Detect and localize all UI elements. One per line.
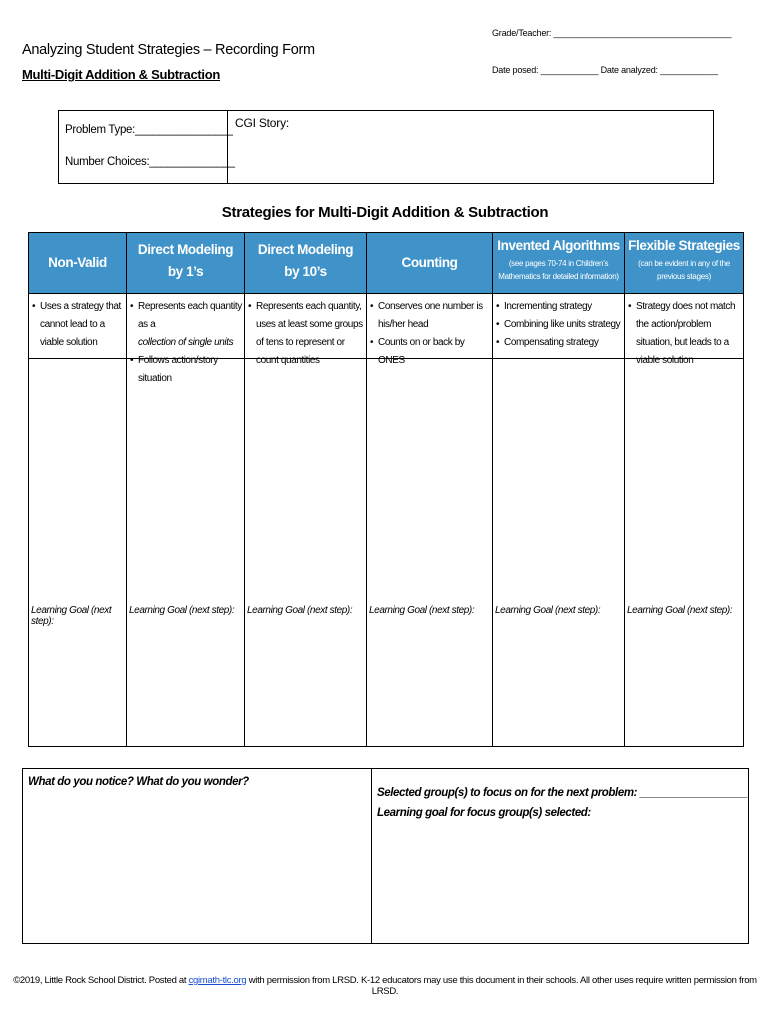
bullet-text: Represents each quantity as a: [138, 301, 242, 330]
column-header: [29, 233, 126, 293]
footer-prefix: ©2019, Little Rock School District. Posted at: [13, 975, 189, 986]
list-item: • Conserves one number is his/her head: [370, 298, 490, 334]
date-fields: Date posed: ____________ Date analyzed: ____________: [492, 65, 718, 75]
list-item: • Combining like units strategy: [496, 316, 622, 334]
list-item: • Follows action/story situation: [130, 352, 242, 388]
number-choices-field: Number Choices:______________: [65, 156, 235, 168]
column-title: Direct Modeling: [137, 242, 234, 257]
page-title: Analyzing Student Strategies – Recording Form: [22, 42, 315, 58]
column-description: [493, 293, 624, 359]
column-note: (can be evident in any of the previous stages): [638, 259, 730, 281]
column-title: Flexible Strategies: [628, 238, 740, 253]
reflection-box: [22, 768, 749, 944]
column-title: Direct Modeling: [257, 242, 354, 257]
problem-type-field: Problem Type:________________: [65, 124, 233, 136]
footer-suffix: with permission from LRSD. K-12 educators may use this document in their schools. All other uses require written permission from LRSD.: [246, 975, 757, 997]
column-non-valid: [29, 233, 127, 746]
learning-goal-label: Learning Goal (next step):: [627, 605, 733, 616]
focus-group-prompts: [377, 783, 748, 823]
list-item: • Compensating strategy: [496, 334, 622, 352]
column-direct-modeling-1s: [127, 233, 245, 746]
footer-link[interactable]: cgimath-tlc.org: [188, 975, 247, 986]
column-description: [245, 293, 366, 366]
problem-box: [58, 110, 714, 184]
learning-goal-label: Learning Goal (next step):: [369, 605, 475, 616]
strategies-title: Strategies for Multi-Digit Addition & Subtraction: [221, 204, 549, 221]
column-description: [29, 293, 126, 359]
column-header: [245, 233, 366, 293]
column-title: Counting: [401, 255, 458, 270]
column-title: Invented Algorithms: [497, 238, 620, 253]
column-flexible-strategies: [625, 233, 743, 746]
learning-goal-label: Learning Goal (next step):: [495, 605, 601, 616]
grade-teacher-field: Grade/Teacher: _____________________________________: [492, 28, 732, 38]
column-note: (see pages 70-74 in Children’s Mathematics for detailed information): [498, 259, 619, 281]
column-invented-algorithms: [493, 233, 625, 746]
column-header: [367, 233, 492, 293]
column-header: [625, 233, 743, 293]
column-description: [625, 293, 743, 366]
page-subtitle: Multi-Digit Addition & Subtraction: [22, 67, 221, 82]
list-item: • Strategy does not match the action/problem situation, but leads to a viable solution: [628, 298, 741, 370]
column-title-line2: by 1’s: [167, 264, 204, 279]
list-item: • Represents each quantity, uses at least some groups of tens to represent or count quantities: [248, 298, 364, 370]
bullet-text-italic: collection of single units: [138, 337, 234, 348]
notice-wonder-prompt: What do you notice? What do you wonder?: [28, 776, 249, 788]
problem-box-divider: [227, 111, 228, 183]
column-counting: [367, 233, 493, 746]
learning-goal-label: Learning Goal (next step):: [31, 605, 112, 627]
cgi-story-field: CGI Story:: [235, 116, 290, 130]
column-description: [127, 293, 244, 384]
list-item: • Uses a strategy that cannot lead to a viable solution: [32, 298, 124, 352]
column-header: [127, 233, 244, 293]
column-title-line2: by 10’s: [284, 264, 327, 279]
list-item: [130, 298, 242, 352]
reflection-divider: [371, 769, 372, 943]
footer: [0, 975, 770, 997]
learning-goal-focus-prompt: Learning goal for focus group(s) selected:: [377, 807, 591, 819]
learning-goal-label: Learning Goal (next step):: [247, 605, 353, 616]
column-description: [367, 293, 492, 366]
column-header: [493, 233, 624, 293]
selected-groups-prompt: Selected group(s) to focus on for the next problem: __________________: [377, 787, 748, 799]
learning-goal-label: Learning Goal (next step):: [129, 605, 235, 616]
strategies-table: [28, 232, 744, 747]
list-item: • Counts on or back by ONES: [370, 334, 490, 370]
list-item: • Incrementing strategy: [496, 298, 622, 316]
column-title: Non-Valid: [48, 255, 107, 270]
column-direct-modeling-10s: [245, 233, 367, 746]
